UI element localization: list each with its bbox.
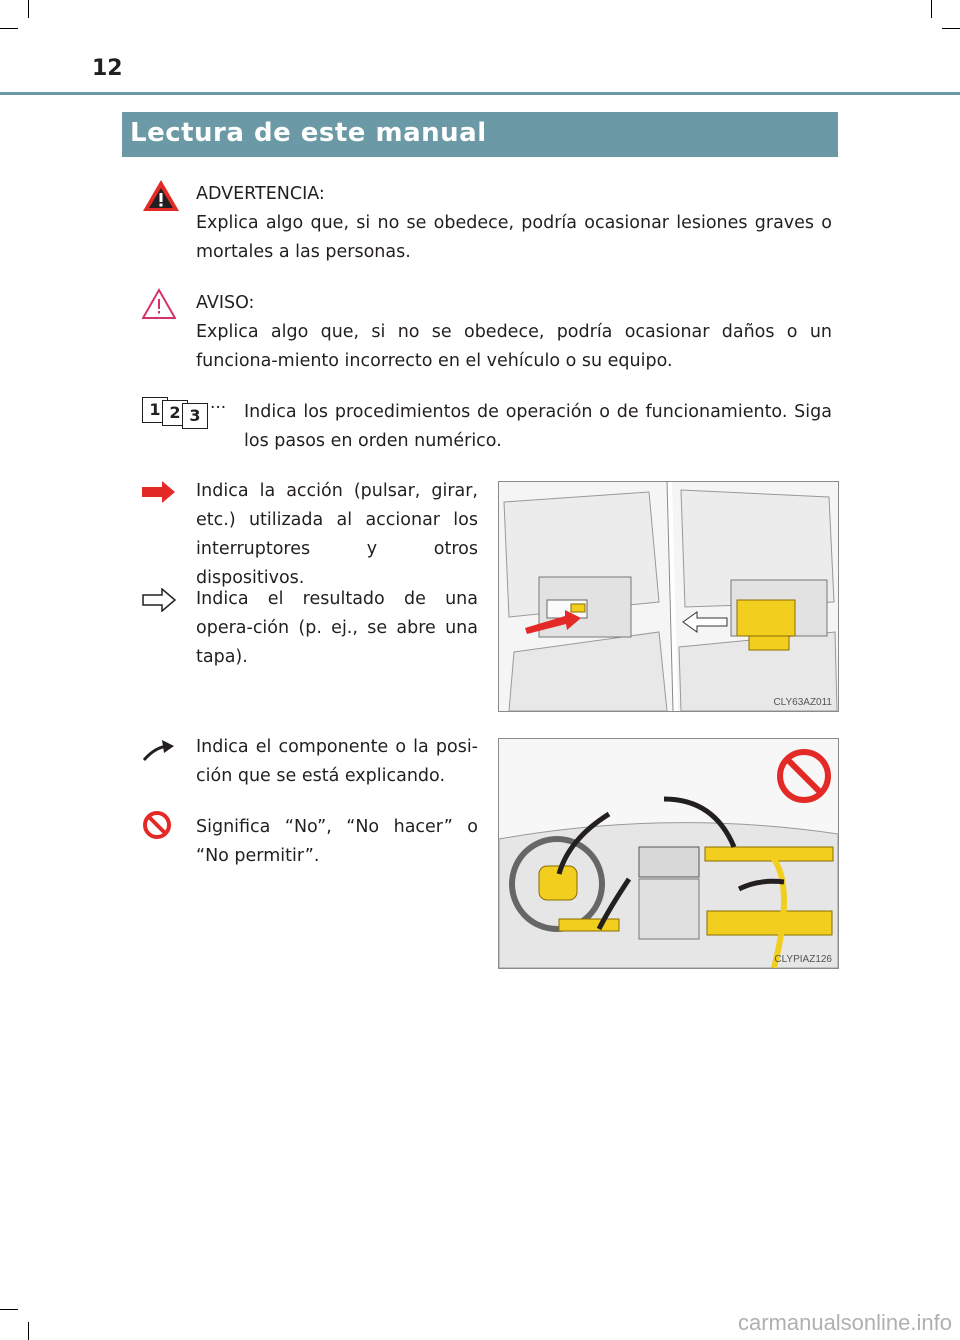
header-rule xyxy=(0,92,960,95)
crop-mark xyxy=(931,0,932,18)
warning-text: Explica algo que, si no se obedece, podría ocasionar lesiones graves o mortales a las personas. xyxy=(196,213,832,262)
result-text: Indica el resultado de una opera-ción (p. ej., se abre una tapa). xyxy=(196,589,478,667)
component-arrow-icon xyxy=(142,740,176,762)
dashboard-illustration xyxy=(498,738,839,969)
steps-text: Indica los procedimientos de operación o de funcionamiento. Siga los pasos en orden numérico. xyxy=(244,402,832,451)
step-box-2: 2 xyxy=(162,400,188,426)
warning-block xyxy=(196,180,832,267)
dashboard-drawing xyxy=(499,739,838,968)
crop-mark xyxy=(0,1309,18,1310)
step-numbers-icon xyxy=(142,397,212,427)
figure-code: CLYPIAZ126 xyxy=(774,954,832,965)
notice-text: Explica algo que, si no se obedece, podría ocasionar daños o un funciona-miento incorrecto en el vehículo o su equipo. xyxy=(196,322,832,371)
footer-watermark: carmanualsonline.info xyxy=(737,1310,952,1335)
component-text: Indica el componente o la posi-ción que se está explicando. xyxy=(196,737,478,786)
page-number: 12 xyxy=(92,56,123,81)
step-box-3: 3 xyxy=(182,403,208,429)
prohibition-icon xyxy=(142,810,172,840)
armrest-illustration xyxy=(498,481,839,712)
figure-code: CLY63AZ011 xyxy=(773,697,832,708)
crop-mark xyxy=(0,28,18,29)
crop-mark xyxy=(28,1322,29,1340)
step-box-1: 1 xyxy=(142,397,168,423)
section-title: Lectura de este manual xyxy=(130,118,487,148)
action-arrow-icon xyxy=(142,481,176,503)
armrest-drawing xyxy=(499,482,838,711)
warning-icon xyxy=(142,178,180,212)
notice-icon xyxy=(142,288,176,320)
notice-heading: AVISO: xyxy=(196,293,255,313)
steps-dots: ··· xyxy=(210,398,227,418)
warning-heading: ADVERTENCIA: xyxy=(196,184,325,204)
notice-block xyxy=(196,289,832,376)
prohibition-text: Significa “No”, “No hacer” o “No permitir”. xyxy=(196,817,478,866)
crop-mark xyxy=(942,28,960,29)
crop-mark xyxy=(28,0,29,18)
action-text: Indica la acción (pulsar, girar, etc.) utilizada al accionar los interruptores y otros dispositivos. xyxy=(196,481,478,588)
result-arrow-icon xyxy=(142,588,176,612)
